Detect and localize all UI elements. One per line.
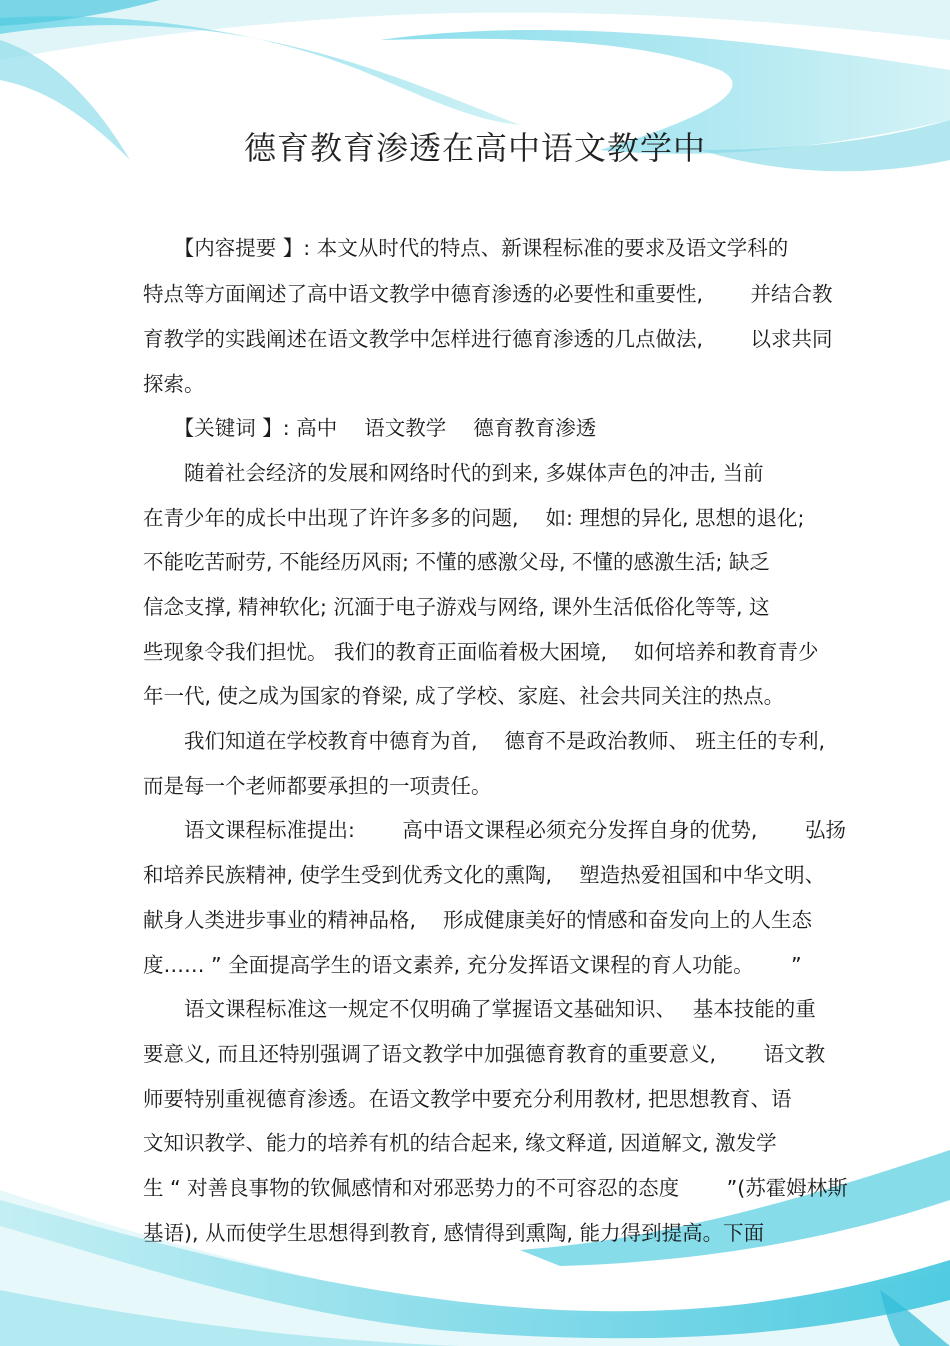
paragraph-line: 年一代, 使之成为国家的脊梁, 成了学校、家庭、社会共同关注的热点。: [143, 684, 785, 708]
paragraph-line: 育教学的实践阐述在语文教学中怎样进行德育渗透的几点做法, 以求共同: [143, 327, 833, 351]
paragraph-line: 信念支撑, 精神软化; 沉湎于电子游戏与网络, 课外生活低俗化等等, 这: [143, 595, 770, 619]
paragraph-line: 文知识教学、能力的培养有机的结合起来, 缘文释道, 因道解文, 激发学: [143, 1131, 777, 1155]
paragraph-line: 不能吃苦耐劳, 不能经历风雨; 不懂的感激父母, 不懂的感激生活; 缺乏: [143, 550, 770, 574]
paragraph-line: 些现象令我们担忧。 我们的教育正面临着极大困境, 如何培养和教育青少: [143, 640, 819, 664]
page-title: 德育教育渗透在高中语文教学中: [243, 129, 706, 167]
paragraph-line: 语文课程标准提出: 高中语文课程必须充分发挥自身的优势, 弘扬: [143, 818, 846, 842]
paragraph-line: 而是每一个老师都要承担的一项责任。: [143, 774, 492, 798]
paragraph-line: 探索。: [143, 372, 205, 396]
paragraph-line: 我们知道在学校教育中德育为首, 德育不是政治教师、 班主任的专利,: [143, 729, 826, 753]
paragraph-line: 随着社会经济的发展和网络时代的到来, 多媒体声色的冲击, 当前: [143, 461, 764, 485]
paragraph-line: 在青少年的成长中出现了许许多多的问题, 如: 理想的异化, 思想的退化;: [143, 506, 805, 530]
paragraph-line: 【内容提要 】: 本文从时代的特点、新课程标准的要求及语文学科的: [143, 236, 789, 260]
paragraph-line: 师要特别重视德育渗透。在语文教学中要充分利用教材, 把思想教育、语: [143, 1087, 792, 1111]
paragraph-line: 特点等方面阐述了高中语文教学中德育渗透的必要性和重要性, 并结合教: [143, 282, 833, 306]
paragraph-line: 要意义, 而且还特别强调了语文教学中加强德育教育的重要意义, 语文教: [143, 1042, 826, 1066]
keywords-line: 【关键词 】: 高中 语文教学 德育教育渗透: [143, 416, 597, 440]
paragraph-line: 和培养民族精神, 使学生受到优秀文化的熏陶, 塑造热爱祖国和中华文明、: [143, 863, 826, 887]
paragraph-line: 语文课程标准这一规定不仅明确了掌握语文基础知识、 基本技能的重: [143, 997, 816, 1021]
paragraph-line: 献身人类进步事业的精神品格, 形成健康美好的情感和奋发向上的人生态: [143, 908, 813, 932]
paragraph-line: 基语), 从而使学生思想得到教育, 感情得到熏陶, 能力得到提高。下面: [143, 1221, 765, 1245]
paragraph-line: 生 “ 对善良事物的钦佩感情和对邪恶势力的不可容忍的态度 ”(苏霍姆林斯: [143, 1176, 848, 1200]
paragraph-line: 度…… ” 全面提高学生的语文素养, 充分发挥语文课程的育人功能。 ”: [143, 953, 802, 977]
